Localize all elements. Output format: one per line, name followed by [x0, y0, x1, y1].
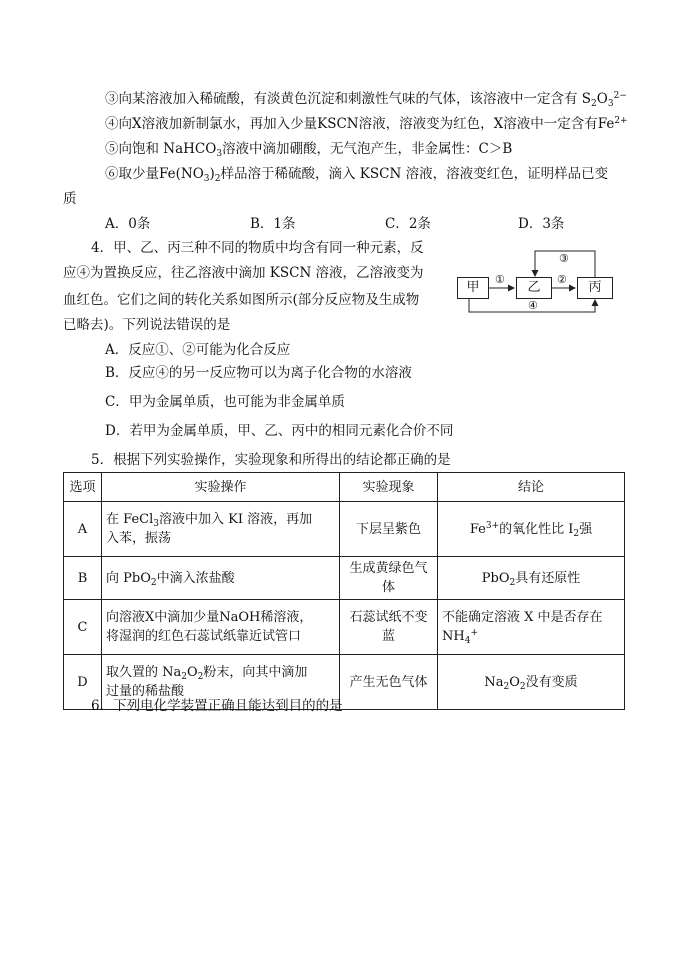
choice-b: B．1条: [250, 216, 296, 232]
q5-title: 5．根据下列实验操作，实验现象和所得出的结论都正确的是: [91, 452, 451, 468]
table-header-row: [64, 473, 625, 502]
row-c-conclusion: 不能确定溶液 X 中是否存在 $NH_4^+$: [438, 600, 625, 655]
q4-line-4: 已略去)。下列说法错误的是: [63, 317, 231, 333]
table-row: [64, 557, 625, 600]
box-yi: 乙: [516, 277, 552, 299]
q4-line-2: 应④为置换反应，往乙溶液中滴加 KSCN 溶液，乙溶液变为: [63, 265, 424, 281]
table-row: [64, 502, 625, 557]
statement-4: ④向X溶液加新制氯水，再加入少量KSCN溶液，溶液变为红色，X溶液中一定含有$Fe^{2+}$: [105, 116, 628, 132]
row-b-phenomenon: 生成黄绿色气体: [340, 557, 438, 600]
row-c-operation: 向溶液X中滴加少量NaOH稀溶液， 将湿润的红色石蕊试纸靠近试管口: [102, 600, 340, 655]
question-3-choices: [105, 214, 625, 234]
box-jia: 甲: [457, 277, 489, 299]
statement-3: ③向某溶液加入稀硫酸，有淡黄色沉淀和刺激性气味的气体，该溶液中一定含有 $S_2O_3^{2-}$: [105, 91, 627, 109]
q4-line-1: 4．甲、乙、丙三种不同的物质中均含有同一种元素，反: [91, 240, 424, 256]
statement-6: ⑥取少量$Fe(NO_3)_2$样品溶于稀硫酸，滴入 KSCN 溶液，溶液变红色，证明样品已变: [105, 166, 609, 184]
row-d-conclusion: $Na_2O_2$没有变质: [438, 655, 625, 710]
q4-option-c: C．甲为金属单质，也可能为非金属单质: [105, 394, 345, 410]
q4-option-b: B．反应④的另一反应物可以为离子化合物的水溶液: [105, 365, 412, 381]
statement-6-wrap: 质: [63, 191, 77, 207]
table-row: [64, 600, 625, 655]
choice-a: A．0条: [105, 216, 151, 232]
row-b-conclusion: PbO$_2$具有还原性: [438, 557, 625, 600]
q4-option-d: D．若甲为金属单质，甲、乙、丙中的相同元素化合价不同: [105, 423, 454, 439]
row-b-operation: 向 PbO$_2$中滴入浓盐酸: [102, 557, 340, 600]
conversion-diagram: [455, 248, 620, 320]
row-d-phenomenon: 产生无色气体: [340, 655, 438, 710]
experiment-table: [63, 472, 625, 710]
row-a-option: A: [64, 502, 102, 557]
q4-option-a: A．反应①、②可能为化合反应: [105, 342, 291, 358]
header-operation: 实验操作: [102, 473, 340, 502]
row-c-option: C: [64, 600, 102, 655]
label-r1: ①: [495, 273, 505, 286]
statement-5: ⑤向饱和 NaHCO$_3$溶液中滴加硼酸，无气泡产生，非金属性：C＞B: [105, 141, 513, 159]
label-r2: ②: [557, 273, 567, 286]
row-a-conclusion: $Fe^{3+}$的氧化性比 $I_2$强: [438, 502, 625, 557]
box-bing: 丙: [577, 277, 613, 299]
q4-line-3: 血红色。它们之间的转化关系如图所示(部分反应物及生成物: [63, 292, 420, 308]
header-option: 选项: [64, 473, 102, 502]
header-phenomenon: 实验现象: [340, 473, 438, 502]
choice-c: C．2条: [385, 216, 431, 232]
row-c-phenomenon: 石蕊试纸不变蓝: [340, 600, 438, 655]
q6-title: 6．下列电化学装置正确且能达到目的的是: [91, 698, 343, 714]
row-d-operation: 取久置的 $Na_2O_2$粉末，向其中滴加 过量的稀盐酸: [102, 655, 340, 710]
row-a-operation: 在 FeCl$_3$溶液中加入 KI 溶液，再加 入苯，振荡: [102, 502, 340, 557]
choice-d: D．3条: [518, 216, 565, 232]
header-conclusion: 结论: [438, 473, 625, 502]
row-a-phenomenon: 下层呈紫色: [340, 502, 438, 557]
label-r3: ③: [559, 252, 569, 265]
label-r4: ④: [528, 299, 538, 312]
row-d-option: D: [64, 655, 102, 710]
row-b-option: B: [64, 557, 102, 600]
